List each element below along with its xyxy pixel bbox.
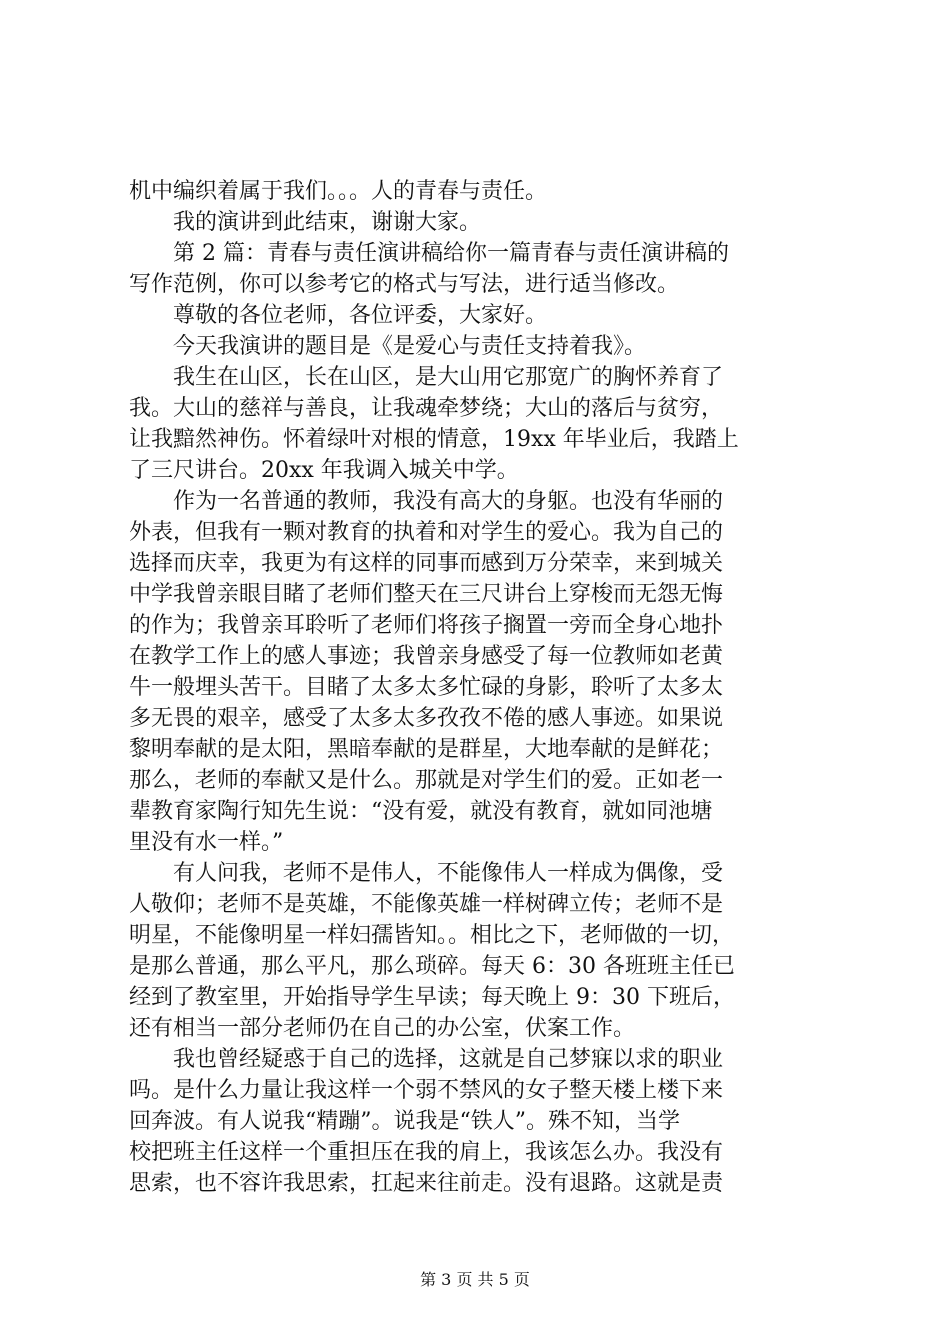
text-line: 在教学工作上的感人事迹；我曾亲身感受了每一位教师如老黄 bbox=[129, 644, 724, 669]
text-line: 经到了教室里，开始指导学生早读；每天晚上 9：30 下班后， bbox=[129, 985, 735, 1010]
text-line: 第 2 篇：青春与责任演讲稿给你一篇青春与责任演讲稿的 bbox=[173, 241, 729, 266]
text-line: 选择而庆幸，我更为有这样的同事而感到万分荣幸，来到城关 bbox=[129, 551, 724, 576]
text-line: 校把班主任这样一个重担压在我的肩上，我该怎么办。我没有 bbox=[129, 1140, 724, 1165]
text-line: 机中编织着属于我们。。。人的青春与责任。 bbox=[129, 179, 548, 204]
text-line: 写作范例，你可以参考它的格式与写法，进行适当修改。 bbox=[129, 272, 680, 297]
text-line: 了三尺讲台。20xx 年我调入城关中学。 bbox=[129, 458, 519, 483]
text-line: 吗。是什么力量让我这样一个弱不禁风的女子整天楼上楼下来 bbox=[129, 1078, 724, 1103]
text-line: 明星，不能像明星一样妇孺皆知。。相比之下，老师做的一切， bbox=[129, 923, 735, 948]
text-line: 多无畏的艰辛，感受了太多太多孜孜不倦的感人事迹。如果说 bbox=[129, 706, 724, 731]
body-text bbox=[129, 176, 829, 1199]
text-line: 我生在山区，长在山区，是大山用它那宽广的胸怀养育了 bbox=[173, 365, 724, 390]
text-line: 尊敬的各位老师，各位评委，大家好。 bbox=[173, 303, 548, 328]
text-line: 我的演讲到此结束，谢谢大家。 bbox=[173, 210, 482, 235]
text-line: 让我黯然神伤。怀着绿叶对根的情意，19xx 年毕业后，我踏上 bbox=[129, 427, 739, 452]
text-line: 我也曾经疑惑于自己的选择，这就是自己梦寐以求的职业 bbox=[173, 1047, 724, 1072]
text-line: 我。大山的慈祥与善良，让我魂牵梦绕；大山的落后与贫穷， bbox=[129, 396, 724, 421]
text-line: 那么，老师的奉献又是什么。那就是对学生们的爱。正如老一 bbox=[129, 768, 724, 793]
text-line: 辈教育家陶行知先生说：“没有爱，就没有教育，就如同池塘 bbox=[129, 799, 713, 824]
text-line: 思索，也不容许我思索，扛起来往前走。没有退路。这就是责 bbox=[129, 1171, 724, 1196]
page-footer: 第 3 页 共 5 页 bbox=[420, 1270, 530, 1289]
text-line: 是那么普通，那么平凡，那么琐碎。每天 6：30 各班班主任已 bbox=[129, 954, 735, 979]
text-line: 回奔波。有人说我“精蹦”。说我是“铁人”。殊不知，当学 bbox=[129, 1109, 680, 1134]
text-line: 有人问我，老师不是伟人，不能像伟人一样成为偶像，受 bbox=[173, 861, 724, 886]
text-line: 还有相当一部分老师仍在自己的办公室，伏案工作。 bbox=[129, 1016, 636, 1041]
text-line: 外表，但我有一颗对教育的执着和对学生的爱心。我为自己的 bbox=[129, 520, 724, 545]
text-line: 里没有水一样。” bbox=[129, 830, 284, 855]
text-line: 今天我演讲的题目是《是爱心与责任支持着我》。 bbox=[173, 334, 647, 359]
text-line: 黎明奉献的是太阳，黑暗奉献的是群星，大地奉献的是鲜花； bbox=[129, 737, 724, 762]
text-line: 作为一名普通的教师，我没有高大的身躯。也没有华丽的 bbox=[173, 489, 724, 514]
text-line: 中学我曾亲眼目睹了老师们整天在三尺讲台上穿梭而无怨无悔 bbox=[129, 582, 724, 607]
text-line: 牛一般埋头苦干。目睹了太多太多忙碌的身影，聆听了太多太 bbox=[129, 675, 724, 700]
text-line: 的作为；我曾亲耳聆听了老师们将孩子搁置一旁而全身心地扑 bbox=[129, 613, 724, 638]
text-line: 人敬仰；老师不是英雄，不能像英雄一样树碑立传；老师不是 bbox=[129, 892, 724, 917]
